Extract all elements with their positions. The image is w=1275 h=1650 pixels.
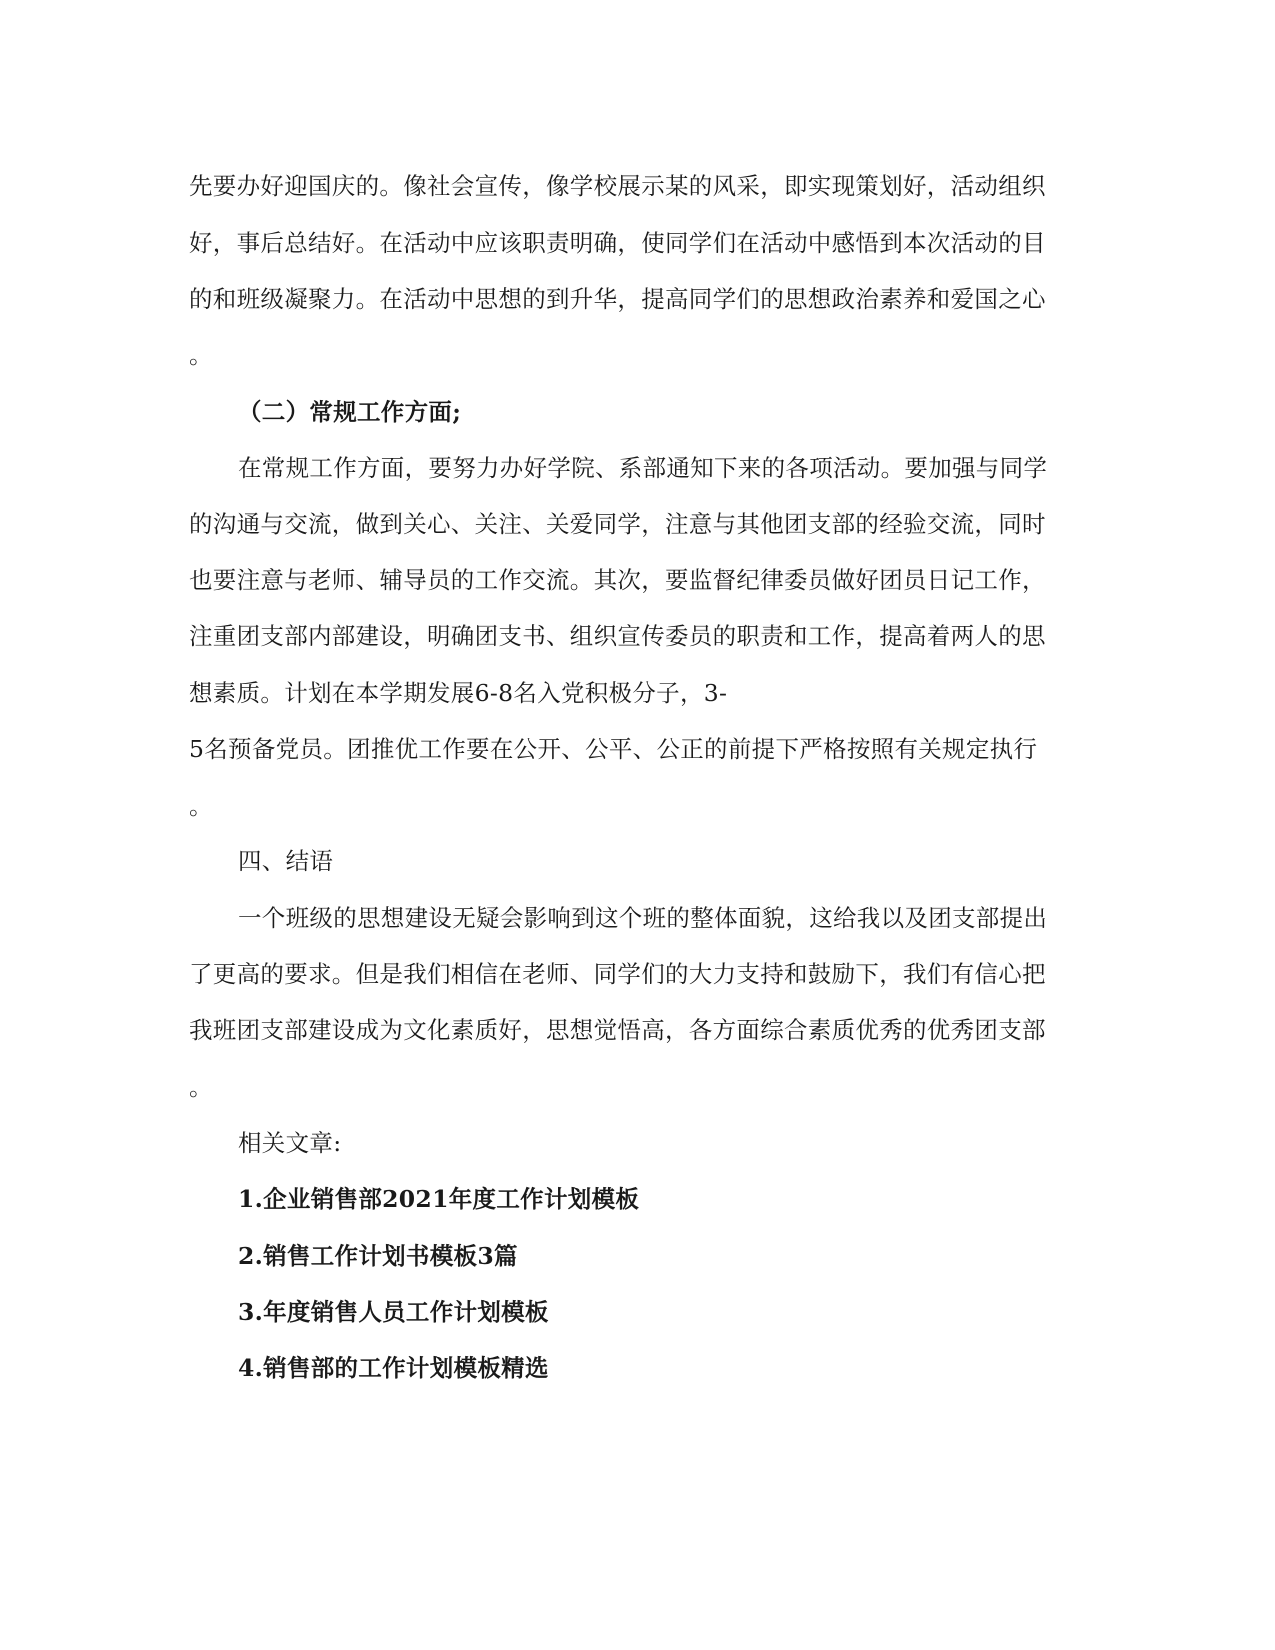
routine-line-2: 的沟通与交流，做到关心、关注、关爱同学，注意与其他团支部的经验交流，同时 <box>189 510 1046 538</box>
routine-line-7: 。 <box>189 792 213 820</box>
conclusion-line-1: 一个班级的思想建设无疑会影响到这个班的整体面貌，这给我以及团支部提出 <box>238 904 1048 932</box>
intro-line-1: 先要办好迎国庆的。像社会宣传，像学校展示某的风采，即实现策划好，活动组织 <box>189 172 1046 200</box>
related-article-link-2[interactable]: 2.销售工作计划书模板3篇 <box>238 1242 518 1270</box>
intro-line-4: 。 <box>189 341 213 369</box>
routine-line-3: 也要注意与老师、辅导员的工作交流。其次，要监督纪律委员做好团员日记工作， <box>189 566 1046 594</box>
conclusion-line-3: 我班团支部建设成为文化素质好，思想觉悟高，各方面综合素质优秀的优秀团支部 <box>189 1016 1046 1044</box>
routine-line-1: 在常规工作方面，要努力办好学院、系部通知下来的各项活动。要加强与同学 <box>238 454 1048 482</box>
routine-line-4: 注重团支部内部建设，明确团支书、组织宣传委员的职责和工作，提高着两人的思 <box>189 622 1046 650</box>
intro-line-3: 的和班级凝聚力。在活动中思想的到升华，提高同学们的思想政治素养和爱国之心 <box>189 285 1046 313</box>
related-article-link-4[interactable]: 4.销售部的工作计划模板精选 <box>238 1354 549 1382</box>
routine-heading: （二）常规工作方面; <box>238 398 462 426</box>
related-label: 相关文章: <box>238 1129 342 1157</box>
related-article-link-3[interactable]: 3.年度销售人员工作计划模板 <box>238 1298 549 1326</box>
conclusion-line-2: 了更高的要求。但是我们相信在老师、同学们的大力支持和鼓励下，我们有信心把 <box>189 960 1046 988</box>
conclusion-line-4: 。 <box>189 1073 213 1101</box>
conclusion-heading: 四、结语 <box>238 847 334 875</box>
routine-line-6: 5名预备党员。团推优工作要在公开、公平、公正的前提下严格按照有关规定执行 <box>189 735 1038 763</box>
related-article-link-1[interactable]: 1.企业销售部2021年度工作计划模板 <box>238 1185 640 1213</box>
routine-line-5: 想素质。计划在本学期发展6-8名入党积极分子，3- <box>189 679 728 707</box>
intro-line-2: 好，事后总结好。在活动中应该职责明确，使同学们在活动中感悟到本次活动的目 <box>189 229 1046 257</box>
